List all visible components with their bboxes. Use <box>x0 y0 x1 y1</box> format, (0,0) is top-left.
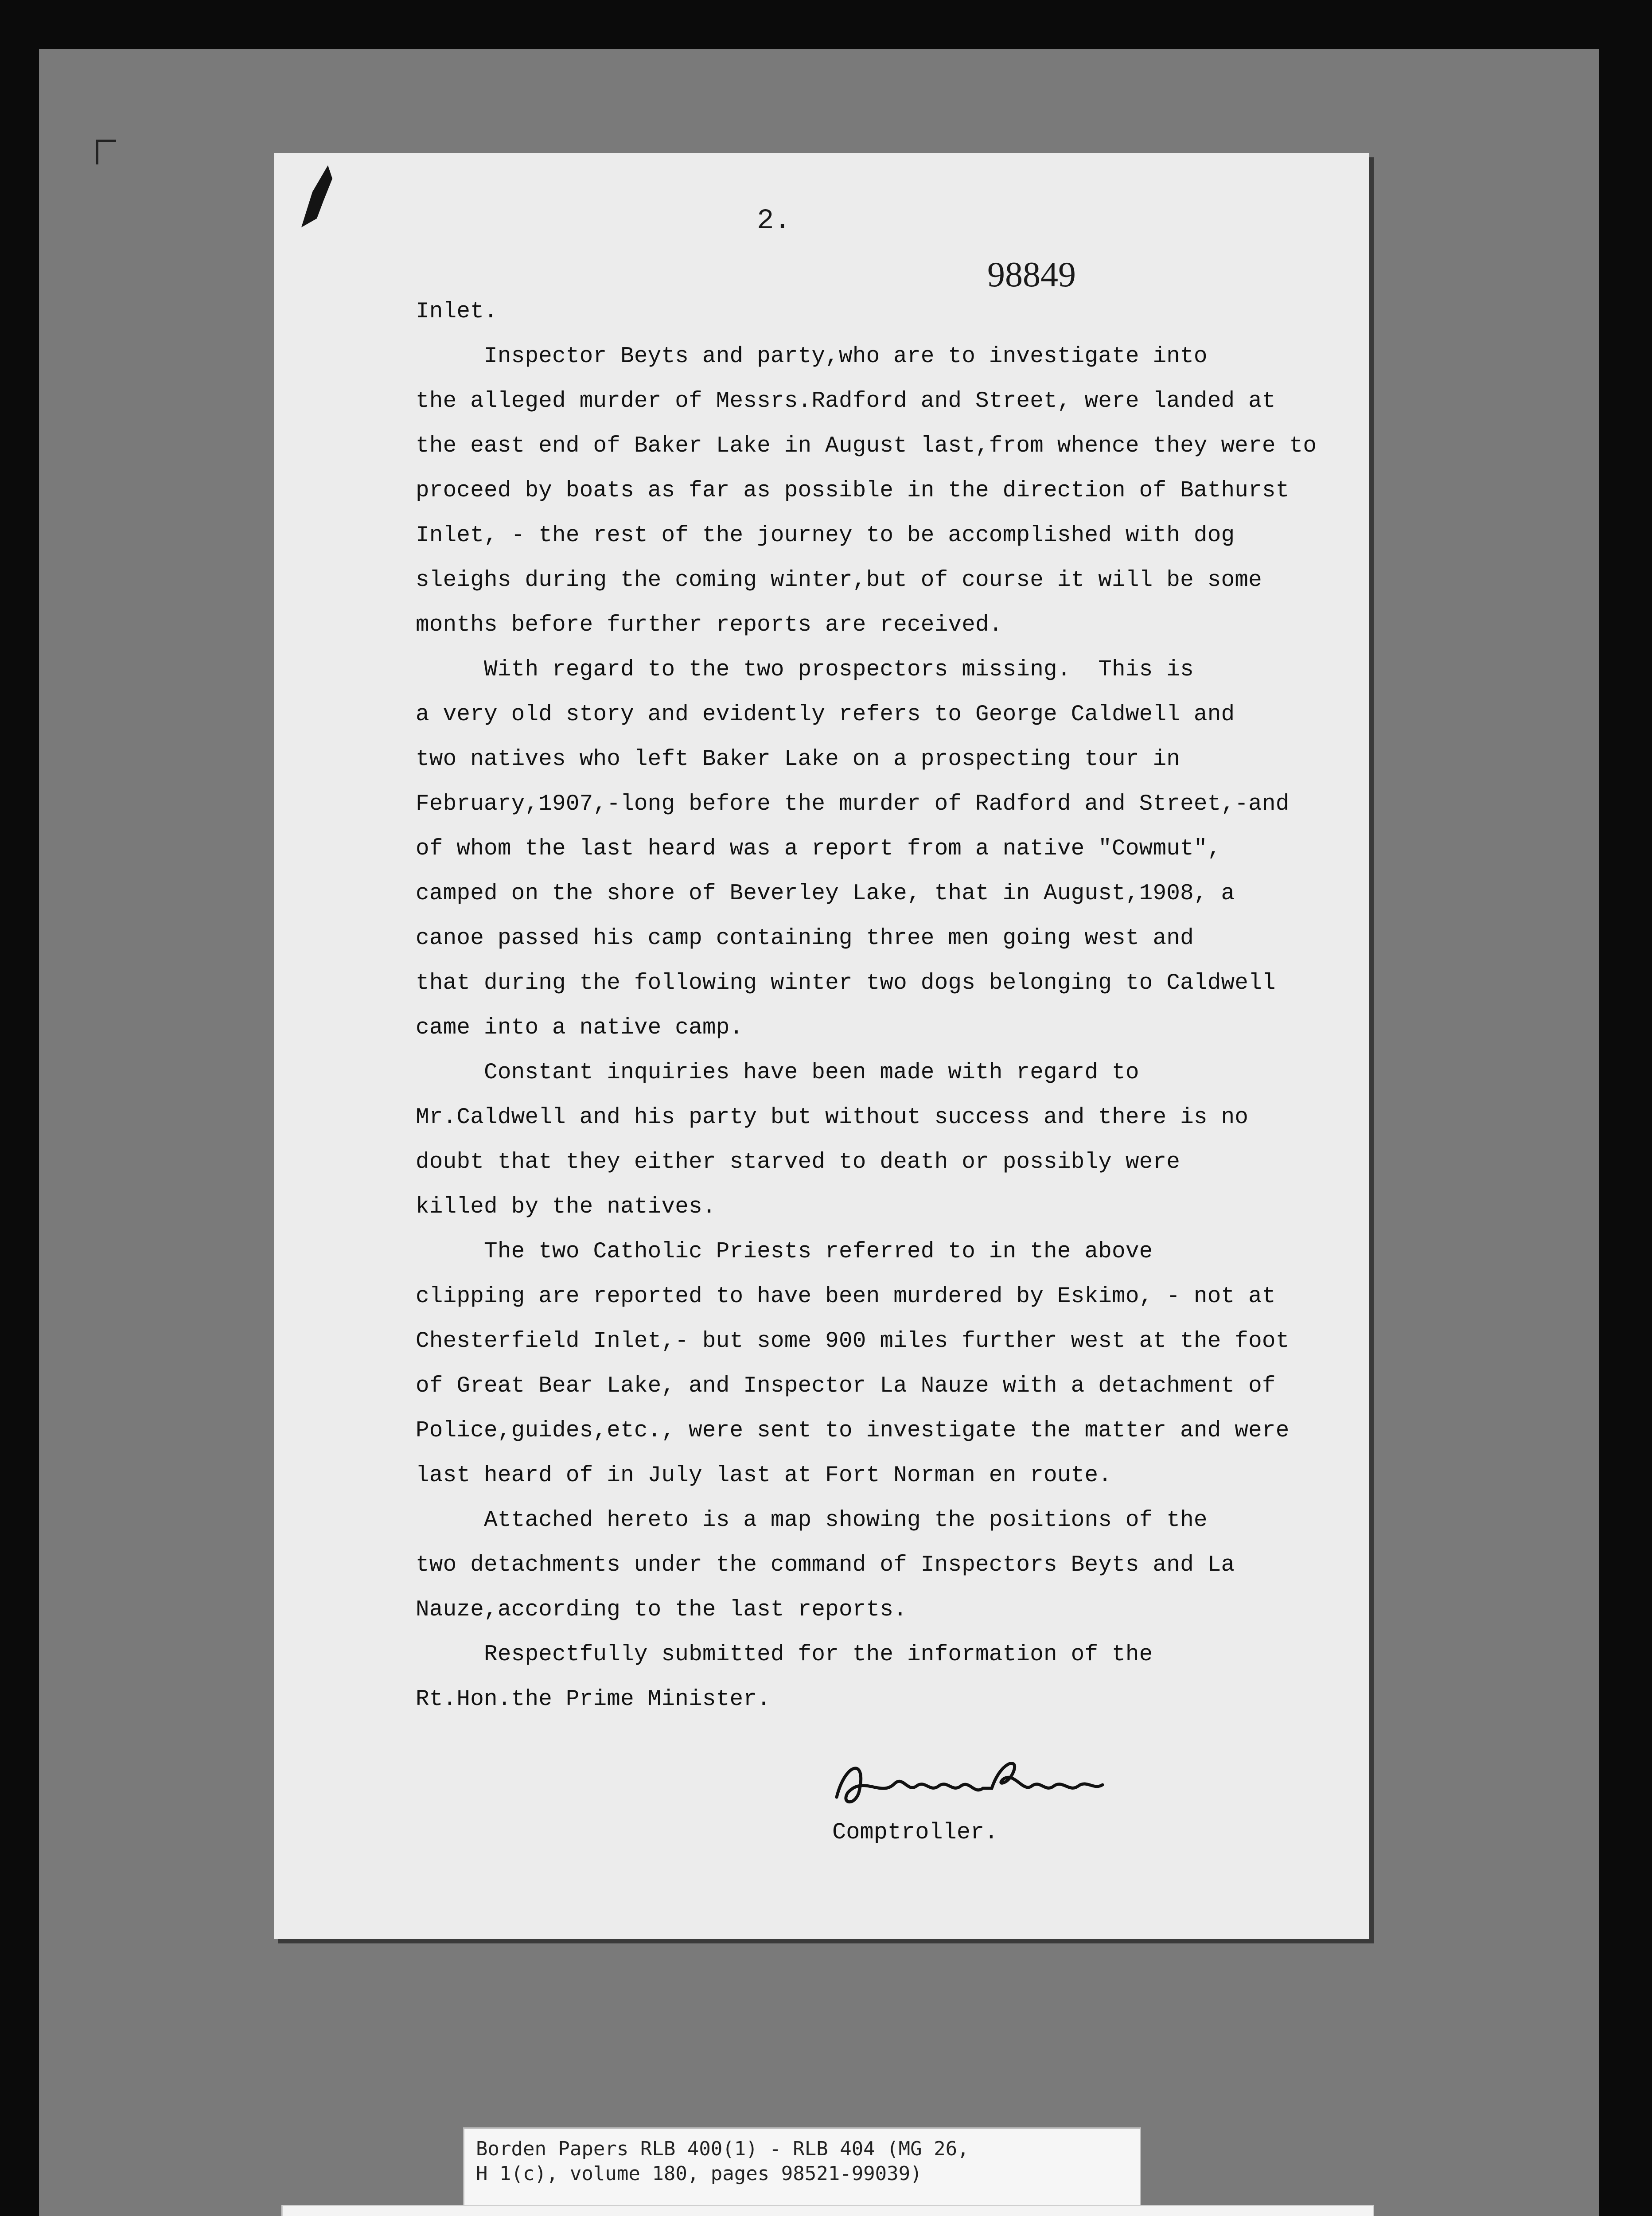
body-line: a very old story and evidently refers to George Caldwell and <box>416 702 1235 727</box>
body-line: Police,guides,etc., were sent to investigate the matter and were <box>416 1418 1290 1444</box>
body-line: two natives who left Baker Lake on a prospecting tour in <box>416 747 1181 772</box>
body-line: Respectfully submitted for the information of the <box>416 1642 1153 1667</box>
handwritten-signature <box>828 1744 1111 1819</box>
body-line: of Great Bear Lake, and Inspector La Nauze with a detachment of <box>416 1373 1276 1399</box>
body-line: proceed by boats as far as possible in the direction of Bathurst <box>416 478 1290 503</box>
body-line: came into a native camp. <box>416 1015 744 1041</box>
body-line: The two Catholic Priests referred to in the above <box>416 1239 1153 1264</box>
body-line: the east end of Baker Lake in August last,from whence they were to <box>416 433 1317 459</box>
citation-line: H 1(c), volume 180, pages 98521-99039) <box>476 2162 922 2185</box>
body-line: Rt.Hon.the Prime Minister. <box>416 1687 771 1712</box>
body-line: last heard of in July last at Fort Norman en route. <box>416 1463 1112 1488</box>
body-line: Inspector Beyts and party,who are to investigate into <box>416 344 1208 369</box>
body-line: Mr.Caldwell and his party but without success and there is no <box>416 1105 1249 1130</box>
body-line: the alleged murder of Messrs.Radford and Street, were landed at <box>416 389 1276 414</box>
signature-icon <box>828 1744 1111 1819</box>
body-line: camped on the shore of Beverley Lake, that in August,1908, a <box>416 881 1235 906</box>
page-number: 2. <box>757 205 791 237</box>
reference-number: 98849 <box>987 255 1076 294</box>
body-line: With regard to the two prospectors missing. This is <box>416 657 1194 683</box>
body-line: Chesterfield Inlet,- but some 900 miles further west at the foot <box>416 1329 1290 1354</box>
body-line: killed by the natives. <box>416 1194 716 1220</box>
body-line: sleighs during the coming winter,but of course it will be some <box>416 568 1262 593</box>
body-line: that during the following winter two dogs belonging to Caldwell <box>416 971 1276 996</box>
body-line: Inlet. <box>416 299 498 324</box>
body-line: Nauze,according to the last reports. <box>416 1597 907 1623</box>
body-line: canoe passed his camp containing three men going west and <box>416 926 1194 951</box>
corner-crop-mark <box>96 140 116 164</box>
body-line: February,1907,-long before the murder of Radford and Street,-and <box>416 792 1290 817</box>
citation-slip <box>463 2127 1141 2216</box>
closing-title: Comptroller. <box>832 1819 998 1845</box>
body-line: months before further reports are received. <box>416 613 1003 638</box>
body-line: Inlet, - the rest of the journey to be accomplished with dog <box>416 523 1235 548</box>
body-line: Attached hereto is a map showing the positions of the <box>416 1508 1208 1533</box>
citation-line: Borden Papers RLB 400(1) - RLB 404 (MG 26, <box>476 2138 969 2160</box>
body-line: two detachments under the command of Inspectors Beyts and La <box>416 1553 1235 1578</box>
body-line: doubt that they either starved to death or possibly were <box>416 1150 1181 1175</box>
document-page <box>274 153 1369 1939</box>
letter-body <box>416 289 1320 1722</box>
body-line: clipping are reported to have been murdered by Eskimo, - not at <box>416 1284 1276 1309</box>
body-line: of whom the last heard was a report from a native "Cowmut", <box>416 836 1221 862</box>
archive-card <box>281 2205 1374 2216</box>
torn-corner-icon <box>297 161 337 232</box>
body-line: Constant inquiries have been made with regard to <box>416 1060 1139 1085</box>
